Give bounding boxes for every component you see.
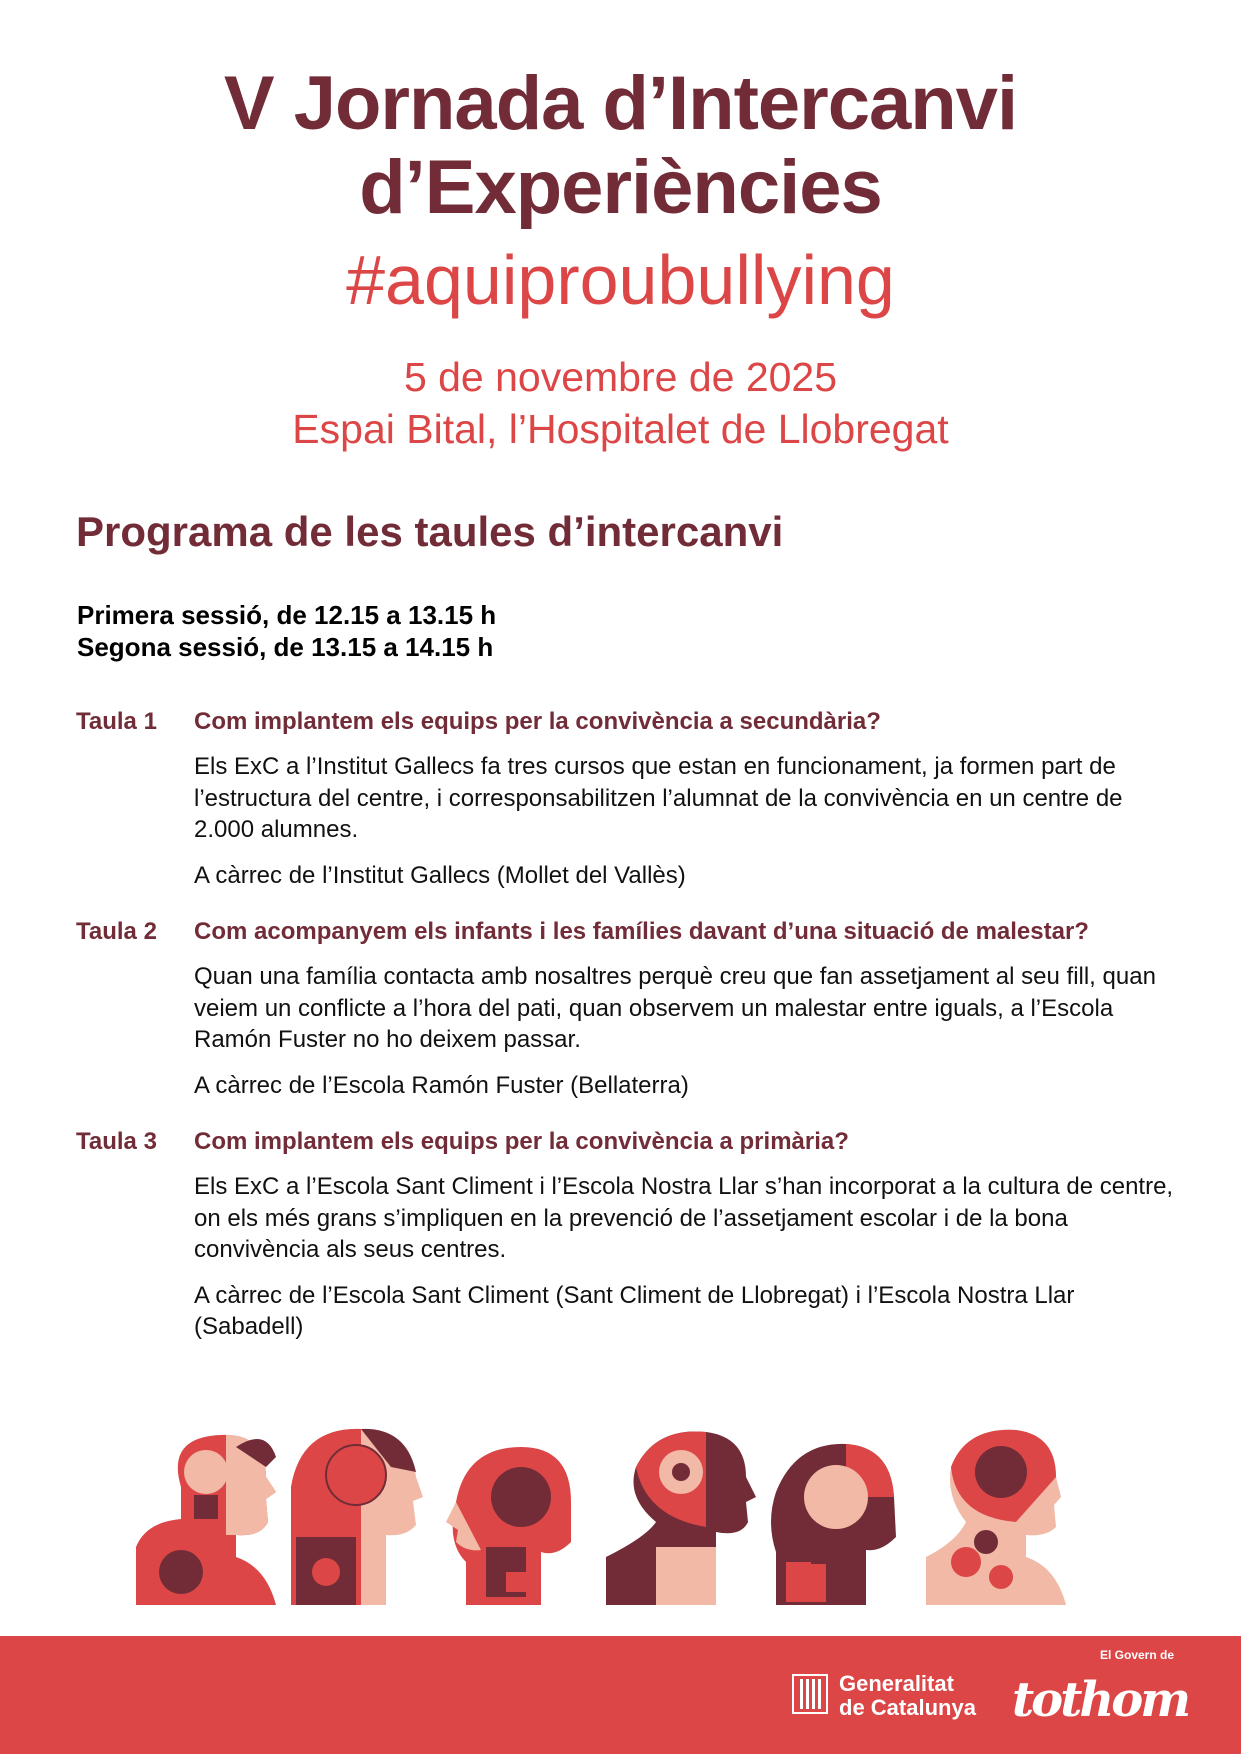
table-presenter: A càrrec de l’Escola Ramón Fuster (Bellaterra) bbox=[194, 1071, 689, 1099]
table-3 bbox=[76, 1127, 1186, 1343]
table-description: Els ExC a l’Escola Sant Climent i l’Escola Nostra Llar s’han incorporat a la cultura de centre, on els més grans s’impliquen en la prevenció de l’assetjament escolar i de la bona convivència als seus centres. bbox=[194, 1173, 1174, 1263]
title-line-1: V Jornada d’Intercanvi bbox=[223, 61, 1018, 146]
govern-de-label: El Govern de bbox=[1100, 1648, 1175, 1662]
table-question: Com implantem els equips per la convivència a secundària? bbox=[194, 708, 881, 735]
head-globe-letters-icon bbox=[771, 1444, 896, 1605]
table-label: Taula 1 bbox=[76, 708, 157, 735]
table-question: Com acompanyem els infants i les famílies davant d’una situació de malestar? bbox=[194, 918, 1089, 945]
session-1: Primera sessió, de 12.15 a 13.15 h bbox=[77, 600, 497, 630]
table-description: Els ExC a l’Institut Gallecs fa tres cursos que estan en funcionament, ja formen part de l’estructura del centre, i corresponsabilitzen l’alumnat de la convivència en un centre de 2.000 alumnes. bbox=[194, 753, 1123, 843]
generalitat-line-2: de Catalunya bbox=[839, 1695, 976, 1720]
head-globe-apple-icon bbox=[291, 1429, 423, 1605]
event-location: Espai Bital, l’Hospitalet de Llobregat bbox=[292, 406, 949, 452]
hashtag: #aquiproubullying bbox=[346, 241, 895, 319]
tables-list bbox=[76, 707, 1186, 1369]
event-date: 5 de novembre de 2025 bbox=[403, 354, 838, 400]
table-2 bbox=[76, 917, 1186, 1101]
table-1 bbox=[76, 707, 1186, 891]
table-description: Quan una família contacta amb nosaltres perquè creu que fan assetjament al seu fill, quan veiem un conflicte a l’hora del pati, quan observem un malestar entre iguals, a l’Escola Ramón Fuster no ho deixem passar. bbox=[194, 963, 1156, 1053]
generalitat-line-1: Generalitat bbox=[839, 1671, 954, 1696]
table-presenter: A càrrec de l’Institut Gallecs (Mollet del Vallès) bbox=[194, 861, 686, 889]
table-label: Taula 3 bbox=[76, 1128, 157, 1155]
head-lightbulb-icon bbox=[136, 1435, 276, 1605]
generalitat-logo-text bbox=[839, 1672, 976, 1720]
table-presenter: A càrrec de l’Escola Sant Climent (Sant Climent de Llobregat) i l’Escola Nostra Llar (Sabadell) bbox=[194, 1281, 1075, 1340]
title-line-2: d’Experiències bbox=[359, 145, 882, 230]
head-balloon-icon bbox=[446, 1447, 571, 1605]
heads-illustration bbox=[126, 1427, 1116, 1605]
session-2: Segona sessió, de 13.15 a 14.15 h bbox=[77, 632, 494, 662]
govern-de-tothom-logo: tothom bbox=[1012, 1672, 1189, 1728]
table-question: Com implantem els equips per la convivència a primària? bbox=[194, 1128, 849, 1155]
generalitat-emblem-icon bbox=[792, 1674, 828, 1714]
program-title: Programa de les taules d’intercanvi bbox=[76, 508, 784, 555]
footer-bar bbox=[0, 1636, 1241, 1754]
head-gear-icon bbox=[606, 1431, 756, 1605]
table-label: Taula 2 bbox=[76, 918, 157, 945]
head-world-music-icon bbox=[926, 1430, 1066, 1605]
